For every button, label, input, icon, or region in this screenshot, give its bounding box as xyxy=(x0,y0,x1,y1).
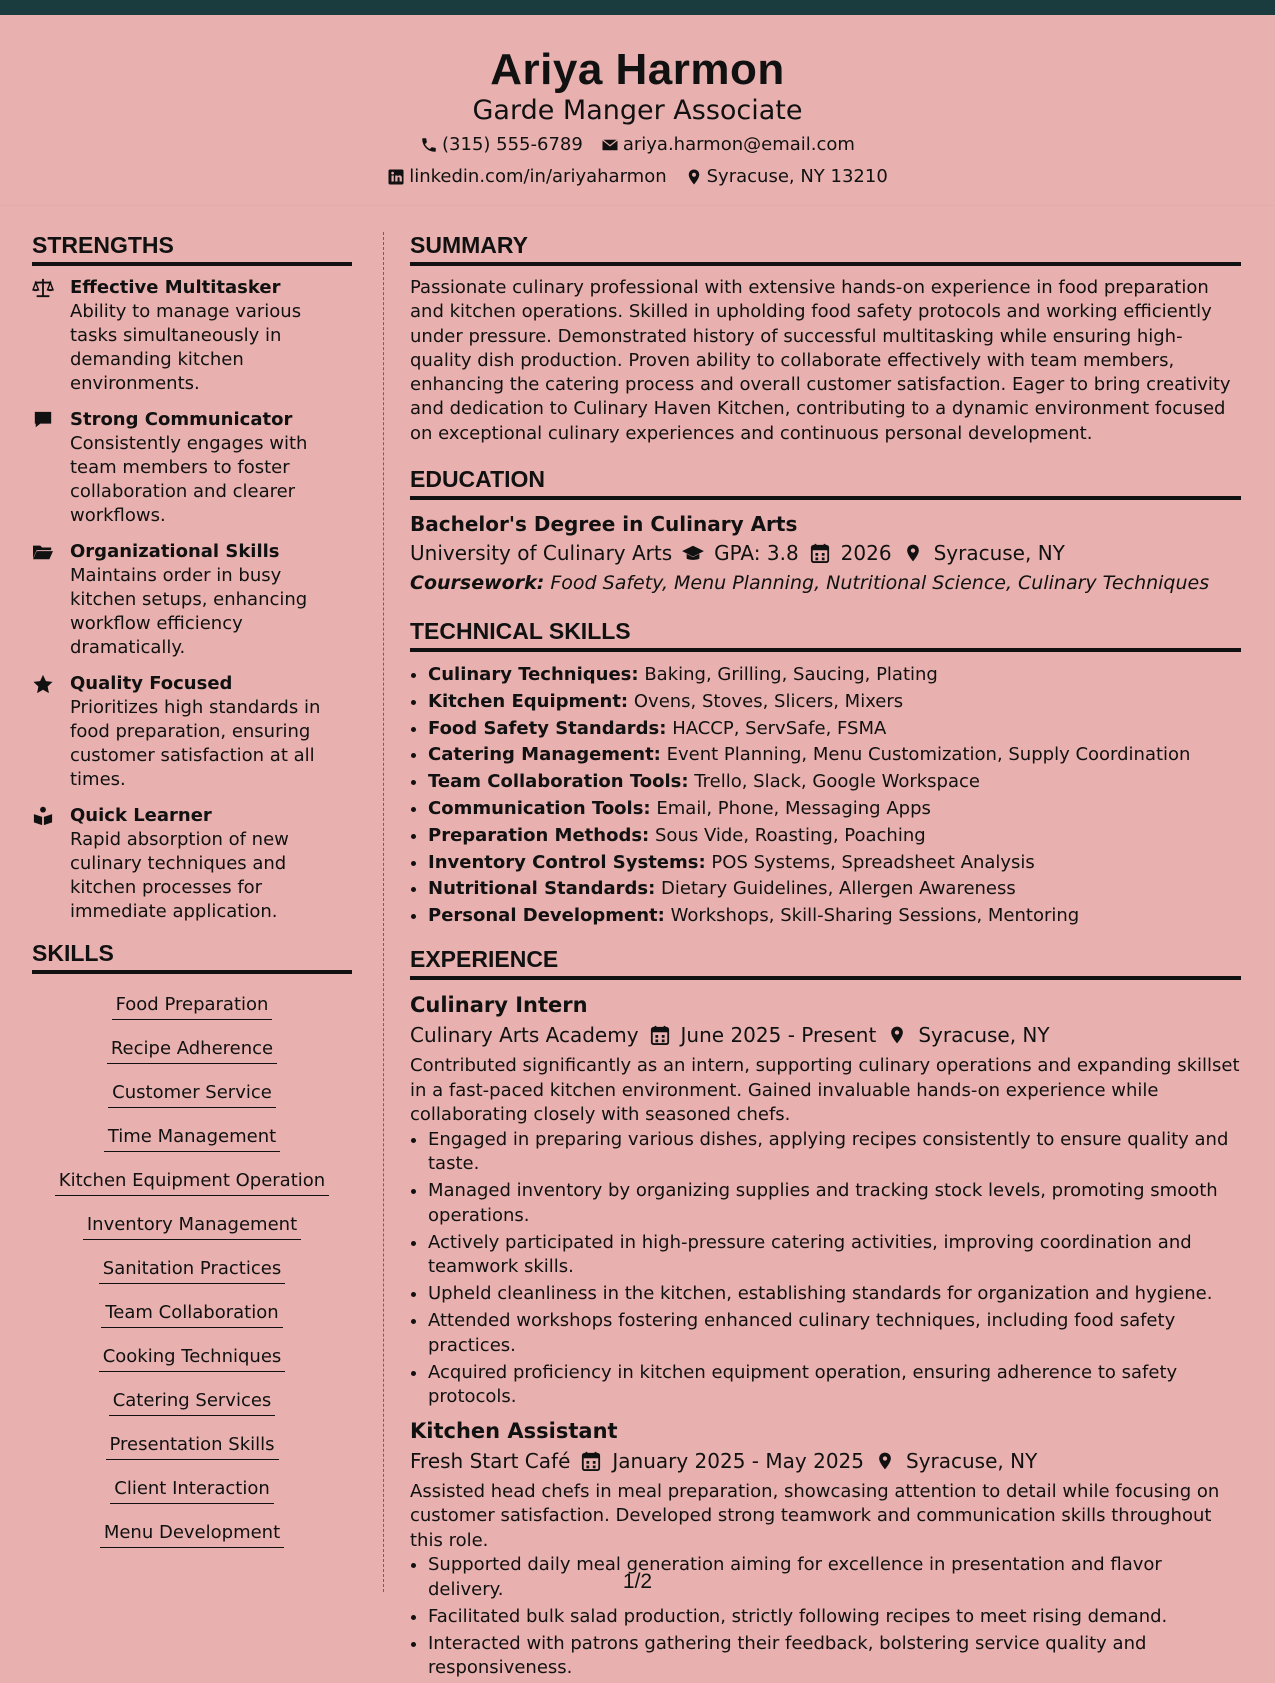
list-item xyxy=(428,716,1241,743)
skill-tag: Client Interaction xyxy=(110,1476,274,1504)
list-item: • Acquired proficiency in kitchen equipment operation, ensuring adherence to safety protocols. xyxy=(428,1361,1241,1410)
job-title: Kitchen Assistant xyxy=(410,1418,618,1443)
tech-skill-label: Communication Tools: xyxy=(428,798,651,820)
tech-skill-value: POS Systems, Spreadsheet Analysis xyxy=(711,851,1035,873)
tech-skill-value: Workshops, Skill-Sharing Sessions, Mentoring xyxy=(670,905,1080,927)
grad-year: 2026 xyxy=(840,541,892,566)
column-divider xyxy=(383,232,384,1592)
strength-item xyxy=(32,540,352,660)
skill-tag: Recipe Adherence xyxy=(107,1036,277,1064)
list-item: • Facilitated bulk salad production, strictly following recipes to meet rising demand. xyxy=(428,1605,1241,1630)
tech-skill-value: Dietary Guidelines, Allergen Awareness xyxy=(661,878,1016,900)
gpa: GPA: 3.8 xyxy=(714,541,799,566)
tech-skill-value: Baking, Grilling, Saucing, Plating xyxy=(644,664,938,686)
list-item: • Engaged in preparing various dishes, applying recipes consistently to ensure quality and taste. xyxy=(428,1128,1241,1177)
job-dates: January 2025 - May 2025 xyxy=(612,1448,864,1473)
summary-text: Passionate culinary professional with extensive hands-on experience in food preparation and kitchen operations. Skilled in upholding food safety protocols and working efficiently under pressure. Demonstrated history of successful multitasking while ensuring high-quality dish production. Proven ability to collaborate effectively with team members, enhancing the catering process and overall customer satisfaction. Eager to bring creativity and dedication to Culinary Haven Kitchen, contributing to a dynamic environment focused on exceptional culinary experiences and continuous personal development. xyxy=(410,277,1231,444)
strength-desc: Maintains order in busy kitchen setups, enhancing workflow efficiency dramatically. xyxy=(70,565,308,658)
list-item: • Attended workshops fostering enhanced culinary techniques, including food safety practices. xyxy=(428,1309,1241,1358)
job-dates: June 2025 - Present xyxy=(680,1023,877,1048)
list-item xyxy=(428,876,1241,903)
skill-tag: Food Preparation xyxy=(112,992,273,1020)
scale-icon xyxy=(32,278,54,298)
calendar-icon xyxy=(649,1025,671,1045)
strength-item xyxy=(32,672,352,792)
tech-skill-value: Trello, Slack, Google Workspace xyxy=(694,771,980,793)
email-item xyxy=(601,131,855,159)
tech-skill-value: Ovens, Stoves, Slicers, Mixers xyxy=(633,690,904,712)
list-item xyxy=(428,850,1241,877)
list-item xyxy=(428,903,1241,930)
strength-desc: Consistently engages with team members to foster collaboration and clearer workflows. xyxy=(70,433,308,526)
job-location: Syracuse, NY xyxy=(918,1023,1050,1048)
job-description: Assisted head chefs in meal preparation, showcasing attention to detail while focusing on customer satisfaction. Developed strong teamwork and communication skills throughout this role. xyxy=(410,1480,1220,1551)
page-number: 1/2 xyxy=(622,1570,653,1593)
star-icon xyxy=(32,674,54,694)
list-item xyxy=(428,742,1241,769)
degree: Bachelor's Degree in Culinary Arts xyxy=(410,512,798,537)
phone-icon xyxy=(420,136,438,154)
tech-skill-label: Personal Development: xyxy=(428,905,665,927)
skill-tag: Sanitation Practices xyxy=(99,1256,285,1284)
skill-tag: Kitchen Equipment Operation xyxy=(55,1168,329,1196)
right-column xyxy=(410,230,1241,1683)
job-bullets xyxy=(410,1128,1241,1410)
graduation-cap-icon xyxy=(682,543,704,563)
linkedin-text: linkedin.com/in/ariyaharmon xyxy=(409,166,667,187)
linkedin-item xyxy=(387,163,666,191)
calendar-icon xyxy=(580,1451,602,1471)
tech-skill-value: HACCP, ServSafe, FSMA xyxy=(672,717,887,739)
job-description: Contributed significantly as an intern, supporting culinary operations and expanding skillset in a fast-paced kitchen environment. Gained invaluable hands-on experience while collaborating closely with seasoned chefs. xyxy=(410,1055,1240,1126)
job-title: Garde Manger Associate xyxy=(472,95,803,126)
company: Fresh Start Café xyxy=(410,1448,571,1473)
email-text: ariya.harmon@email.com xyxy=(622,134,855,155)
skills-heading: SKILLS xyxy=(32,938,352,974)
tech-skill-value: Event Planning, Menu Customization, Supply Coordination xyxy=(666,744,1191,766)
comment-icon xyxy=(32,410,54,430)
technical-skills-heading: TECHNICAL SKILLS xyxy=(410,616,1241,652)
map-marker-icon xyxy=(874,1451,896,1471)
phone-text: (315) 555-6789 xyxy=(442,134,583,155)
strength-desc: Prioritizes high standards in food preparation, ensuring customer satisfaction at all times. xyxy=(70,697,321,790)
education-heading: EDUCATION xyxy=(410,464,1241,500)
strength-title: Strong Communicator xyxy=(70,409,293,430)
skills-list xyxy=(32,984,352,1564)
coursework xyxy=(410,568,1241,598)
location-text: Syracuse, NY 13210 xyxy=(706,166,888,187)
candidate-name: Ariya Harmon xyxy=(490,45,785,94)
tech-skill-label: Inventory Control Systems: xyxy=(428,851,706,873)
tech-skill-value: Email, Phone, Messaging Apps xyxy=(656,798,931,820)
tech-skill-label: Culinary Techniques: xyxy=(428,664,639,686)
strength-item xyxy=(32,276,352,396)
company: Culinary Arts Academy xyxy=(410,1023,639,1048)
job-entry xyxy=(410,990,1241,1410)
linkedin-icon xyxy=(387,168,405,186)
strength-title: Quality Focused xyxy=(70,673,233,694)
skill-tag: Team Collaboration xyxy=(101,1300,282,1328)
education-meta xyxy=(410,538,1241,568)
tech-skill-label: Nutritional Standards: xyxy=(428,878,656,900)
job-entry xyxy=(410,1416,1241,1681)
book-reader-icon xyxy=(32,806,54,826)
tech-skill-label: Team Collaboration Tools: xyxy=(428,771,689,793)
contact-row-2 xyxy=(0,163,1275,191)
school-location: Syracuse, NY xyxy=(933,541,1065,566)
list-item xyxy=(428,796,1241,823)
coursework-label: Coursework: xyxy=(410,572,545,595)
strength-title: Effective Multitasker xyxy=(70,277,281,298)
strength-title: Quick Learner xyxy=(70,805,212,826)
phone-item xyxy=(420,131,583,159)
strengths-heading: STRENGTHS xyxy=(32,230,352,266)
job-meta xyxy=(410,1446,1241,1476)
experience-heading: EXPERIENCE xyxy=(410,944,1241,980)
folder-icon xyxy=(32,542,54,562)
list-item: • Interacted with patrons gathering their feedback, bolstering service quality and responsiveness. xyxy=(428,1632,1241,1681)
strength-desc: Ability to manage various tasks simultaneously in demanding kitchen environments. xyxy=(70,301,302,394)
resume-header xyxy=(0,15,1275,206)
skill-tag: Cooking Techniques xyxy=(99,1344,286,1372)
technical-skills-list xyxy=(410,662,1241,930)
skill-tag: Time Management xyxy=(104,1124,280,1152)
list-item: • Actively participated in high-pressure catering activities, improving coordination and teamwork skills. xyxy=(428,1231,1241,1280)
location-item xyxy=(685,163,888,191)
list-item xyxy=(428,823,1241,850)
list-item xyxy=(428,769,1241,796)
tech-skill-label: Kitchen Equipment: xyxy=(428,690,629,712)
job-location: Syracuse, NY xyxy=(906,1448,1038,1473)
strength-desc: Rapid absorption of new culinary techniques and kitchen processes for immediate application. xyxy=(70,829,289,922)
coursework-list: Food Safety, Menu Planning, Nutritional Science, Culinary Techniques xyxy=(550,572,1210,595)
summary-heading: SUMMARY xyxy=(410,230,1241,266)
list-item xyxy=(428,662,1241,689)
map-marker-icon xyxy=(902,543,924,563)
strength-item xyxy=(32,408,352,528)
job-meta xyxy=(410,1020,1241,1050)
strength-title: Organizational Skills xyxy=(70,541,280,562)
skill-tag: Catering Services xyxy=(109,1388,276,1416)
school: University of Culinary Arts xyxy=(410,541,673,566)
list-item: • Supported daily meal generation aiming for excellence in presentation and flavor delivery. xyxy=(428,1553,1241,1602)
list-item xyxy=(428,689,1241,716)
skill-tag: Customer Service xyxy=(108,1080,276,1108)
calendar-icon xyxy=(809,543,831,563)
list-item: • Upheld cleanliness in the kitchen, establishing standards for organization and hygiene. xyxy=(428,1282,1241,1307)
skill-tag: Presentation Skills xyxy=(106,1432,279,1460)
tech-skill-label: Preparation Methods: xyxy=(428,824,650,846)
map-marker-icon xyxy=(886,1025,908,1045)
left-column xyxy=(32,230,352,1564)
contact-row-1 xyxy=(0,131,1275,159)
tech-skill-label: Food Safety Standards: xyxy=(428,717,667,739)
top-bar xyxy=(0,0,1275,15)
tech-skill-value: Sous Vide, Roasting, Poaching xyxy=(655,824,926,846)
job-title: Culinary Intern xyxy=(410,993,588,1018)
skill-tag: Inventory Management xyxy=(83,1212,301,1240)
strength-item xyxy=(32,804,352,924)
list-item: • Managed inventory by organizing supplies and tracking stock levels, promoting smooth operations. xyxy=(428,1179,1241,1228)
tech-skill-label: Catering Management: xyxy=(428,744,661,766)
skill-tag: Menu Development xyxy=(100,1520,284,1548)
envelope-icon xyxy=(601,136,619,154)
map-marker-icon xyxy=(685,168,703,186)
